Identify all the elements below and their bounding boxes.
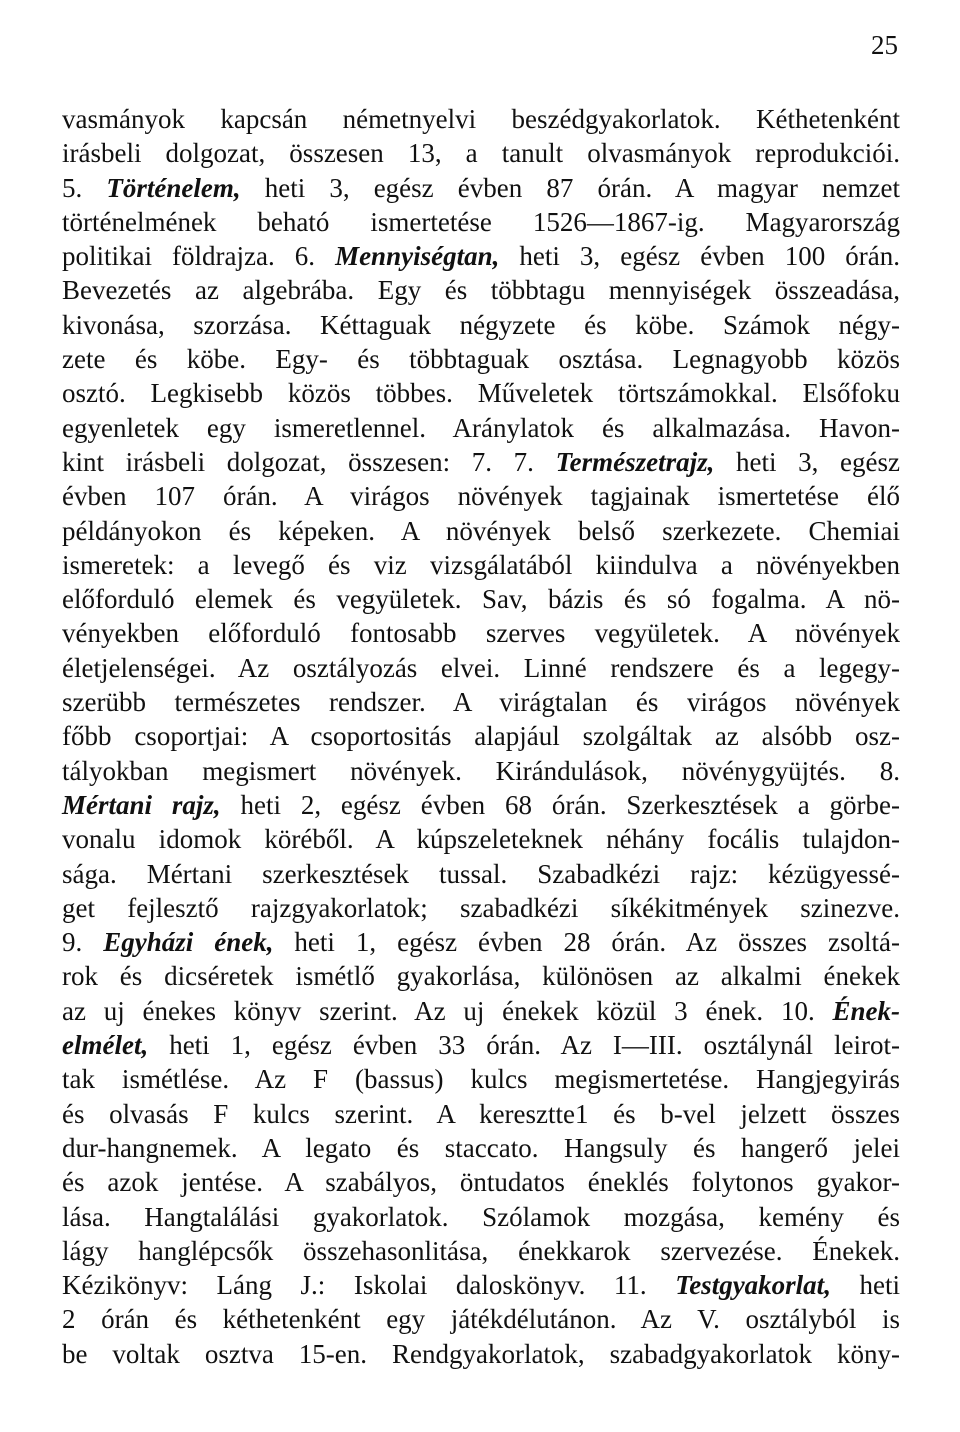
text-run: zete és köbe. Egy- és többtaguak osztása. Legnagyobb közös xyxy=(62,344,900,375)
body-text xyxy=(62,102,900,1371)
text-line xyxy=(62,1165,900,1199)
page-number: 25 xyxy=(871,30,898,60)
subject-heading: Természetrajz, xyxy=(555,446,715,477)
text-run: sága. Mértani szerkesztések tussal. Szabadkézi rajz: kézügyessé- xyxy=(62,858,900,889)
text-line xyxy=(62,342,900,376)
text-line xyxy=(62,891,900,925)
text-run: és azok jentése. A szabályos, öntudatos éneklés folytonos gyakor- xyxy=(62,1167,900,1198)
text-run: egyenletek egy ismeretlennel. Aránylatok és alkalmazása. Havon- xyxy=(62,412,900,443)
text-line xyxy=(62,1028,900,1062)
text-run: dur-hangnemek. A legato és staccato. Hangsuly és hangerő jelei xyxy=(62,1132,900,1163)
text-line xyxy=(62,136,900,170)
text-line xyxy=(62,616,900,650)
text-line xyxy=(62,1302,900,1336)
text-line xyxy=(62,514,900,548)
text-line xyxy=(62,239,900,273)
text-run: tályokban megismert növények. Kirándulások, növénygyüjtés. 8. xyxy=(62,755,900,786)
text-run: történelmének beható ismertetése 1526—1867-ig. Magyarország xyxy=(62,206,900,237)
text-run: 5. xyxy=(62,172,107,203)
text-run: tak ismétlése. Az F (bassus) kulcs megismertetése. Hangjegyirás xyxy=(62,1064,900,1095)
text-run: 2 órán és kéthetenként egy játékdélutánon. Az V. osztályból is xyxy=(62,1304,900,1335)
subject-heading: Ének- xyxy=(832,995,900,1026)
text-line xyxy=(62,822,900,856)
text-run: Bevezetés az algebrába. Egy és többtagu mennyiségek összeadása, xyxy=(62,275,900,306)
text-line xyxy=(62,1131,900,1165)
text-line xyxy=(62,582,900,616)
text-line xyxy=(62,857,900,891)
subject-heading: Történelem, xyxy=(106,172,241,203)
text-line xyxy=(62,994,900,1028)
text-run: és olvasás F kulcs szerint. A keresztte1 és b-vel jelzett összes xyxy=(62,1098,900,1129)
text-run: get fejlesztő rajzgyakorlatok; szabadkézi síkékitmények szinezve. xyxy=(62,892,900,923)
text-line xyxy=(62,1268,900,1302)
text-run: előforduló elemek és vegyületek. Sav, bázis és só fogalma. A nö- xyxy=(62,584,900,615)
text-run: vasmányok kapcsán németnyelvi beszédgyakorlatok. Kéthetenként xyxy=(62,104,900,134)
text-run: életjelenségei. Az osztályozás elvei. Linné rendszere és a legegy- xyxy=(62,652,900,683)
text-line xyxy=(62,651,900,685)
text-line xyxy=(62,445,900,479)
text-line xyxy=(62,685,900,719)
text-line xyxy=(62,959,900,993)
text-run: heti 3, egész xyxy=(714,446,900,477)
text-run: ismeretek: a levegő és viz vizsgálatából kiindulva a növényekben xyxy=(62,549,900,580)
text-run: heti 2, egész évben 68 órán. Szerkesztések a görbe- xyxy=(220,789,900,820)
text-line xyxy=(62,171,900,205)
subject-heading: Mennyiségtan, xyxy=(335,241,500,272)
text-run: osztó. Legkisebb közös többes. Műveletek törtszámokkal. Elsőfoku xyxy=(62,378,900,409)
text-run: vényekben előforduló fontosabb szerves vegyületek. A növények xyxy=(62,618,900,649)
text-run: heti 1, egész évben 33 órán. Az I—III. osztálynál leirot- xyxy=(148,1030,900,1061)
text-run: heti 1, egész évben 28 órán. Az összes zsoltá- xyxy=(273,927,900,958)
text-run: be voltak osztva 15-en. Rendgyakorlatok, szabadgyakorlatok köny- xyxy=(62,1338,900,1369)
text-line xyxy=(62,754,900,788)
text-run: heti 3, egész évben 100 órán. xyxy=(499,241,900,272)
text-run: irásbeli dolgozat, összesen 13, a tanult olvasmányok reprodukciói. xyxy=(62,138,900,169)
text-line xyxy=(62,1337,900,1371)
text-run: lása. Hangtalálási gyakorlatok. Szólamok mozgása, kemény és xyxy=(62,1201,900,1232)
subject-heading: elmélet, xyxy=(62,1030,149,1061)
text-line xyxy=(62,376,900,410)
subject-heading: Egyházi ének, xyxy=(103,927,274,958)
text-line xyxy=(62,308,900,342)
text-line xyxy=(62,719,900,753)
text-run: szerübb természetes rendszer. A virágtalan és virágos növények xyxy=(62,687,900,718)
text-run: rok és dicséretek ismétlő gyakorlása, különösen az alkalmi énekek xyxy=(62,961,900,992)
text-line xyxy=(62,205,900,239)
text-run: példányokon és képeken. A növények belső szerkezete. Chemiai xyxy=(62,515,900,546)
text-line xyxy=(62,1200,900,1234)
text-line xyxy=(62,1097,900,1131)
text-run: főbb csoportjai: A csoportositás alapjául szolgáltak az alsóbb osz- xyxy=(62,721,900,752)
text-line xyxy=(62,411,900,445)
text-line xyxy=(62,479,900,513)
text-line xyxy=(62,925,900,959)
subject-heading: Testgyakorlat, xyxy=(675,1270,831,1301)
text-run: az uj énekes könyv szerint. Az uj énekek közül 3 ének. 10. xyxy=(62,995,833,1026)
text-line xyxy=(62,1062,900,1096)
text-line xyxy=(62,548,900,582)
text-run: vonalu idomok köréből. A kúpszeleteknek néhány focális tulajdon- xyxy=(62,824,900,855)
text-run: politikai földrajza. 6. xyxy=(62,241,336,272)
text-run: lágy hanglépcsők összehasonlitása, énekkarok szervezése. Énekek. xyxy=(62,1235,900,1266)
text-run: kint irásbeli dolgozat, összesen: 7. 7. xyxy=(62,446,556,477)
subject-heading: Mértani rajz, xyxy=(62,789,221,820)
text-run: Kézikönyv: Láng J.: Iskolai daloskönyv. 11. xyxy=(62,1270,676,1301)
text-run: heti 3, egész évben 87 órán. A magyar nemzet xyxy=(240,172,901,203)
text-line xyxy=(62,1234,900,1268)
text-run: évben 107 órán. A virágos növények tagjainak ismertetése élő xyxy=(62,481,900,512)
text-line xyxy=(62,788,900,822)
text-run: 9. xyxy=(62,927,104,958)
text-line xyxy=(62,102,900,136)
text-run: kivonása, szorzása. Kéttaguak négyzete és köbe. Számok négy- xyxy=(62,309,900,340)
text-run: heti xyxy=(830,1270,900,1301)
text-line xyxy=(62,273,900,307)
